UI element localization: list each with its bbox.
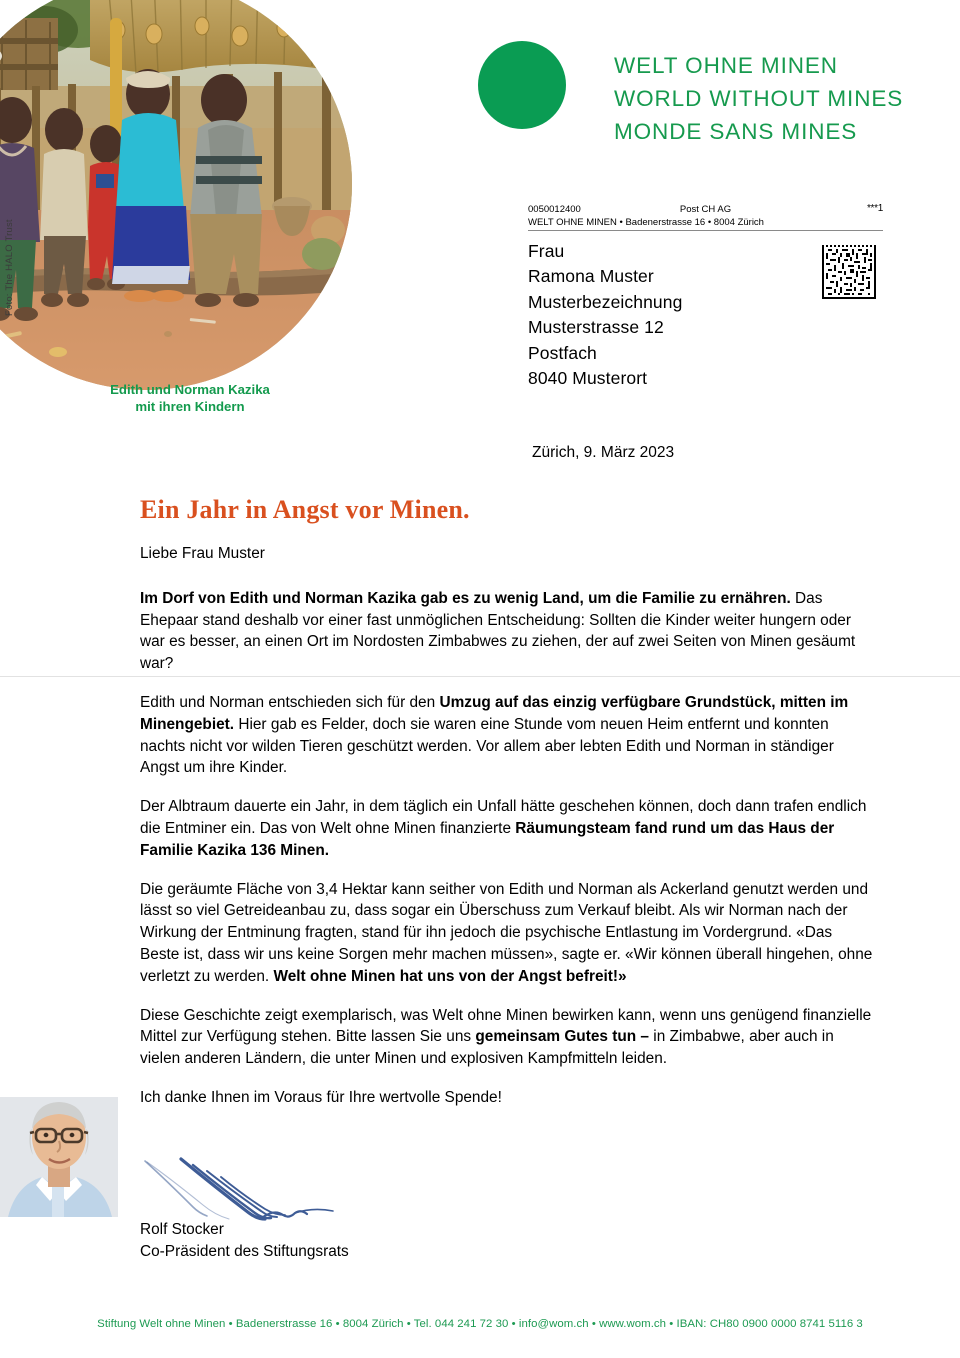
recipient-line: Ramona Muster (528, 266, 654, 287)
letter-paragraph-1 (140, 588, 875, 675)
page-footer: Stiftung Welt ohne Minen • Badenerstrasse 16 • 8004 Zürich • Tel. 044 241 72 30 • info@wom.ch • www.wom.ch • IBAN: CH80 0900 0000 8741 5116 3 (97, 1318, 863, 1330)
sender-return-address: WELT OHNE MINEN • Badenerstrasse 16 • 8004 Zürich (528, 217, 883, 231)
paragraph-5-pre: Diese Geschichte zeigt exemplarisch, was Welt ohne Minen bewirken kann, wenn uns genügend finanzielle Mittel zur Verfügung stehen. Bitte lassen Sie uns (140, 1006, 872, 1046)
photo-caption (60, 382, 320, 416)
letter-paragraph-2 (140, 692, 875, 779)
letter-body (140, 543, 875, 1126)
paragraph-4-bold: Welt ohne Minen hat uns von der Angst befreit!» (273, 967, 627, 985)
recipient-line: Musterstrasse 12 (528, 317, 664, 338)
green-circle-logo-icon (478, 41, 566, 129)
photo-caption-line-1: Edith und Norman Kazika (110, 382, 270, 397)
letter-paragraph-3 (140, 796, 875, 861)
paragraph-4-pre: Die geräumte Fläche von 3,4 Hektar kann seither von Edith und Norman als Ackerland genutzt werden und lässt so viel Getreideanbau zu, dass sogar ein Überschuss zum Verkauf bleibt. Als wir Norman nach der Wirkung der Entminung fragten, stand für ihn jedoch die psychische Entlastung im Vordergrund. «Das Beste ist, dass wir uns keine Sorgen mehr machen müssen», sagte er. «Wir können überall hingehen, ohne verletzt zu werden. (140, 880, 873, 985)
hero-photo-circular (0, 0, 352, 390)
post-operator-label: Post CH AG (679, 203, 732, 215)
letter-paragraph-4 (140, 879, 875, 988)
recipient-line: Postfach (528, 342, 597, 363)
logo-line-de: WELT OHNE MINEN (614, 53, 838, 78)
paragraph-2-bold: Umzug auf das einzig verfügbare Grundstück, mitten im Minengebiet. (140, 693, 849, 733)
paragraph-2-post: Hier gab es Felder, doch sie waren eine Stunde vom neuen Heim entfernt und konnten nachts nicht vor wilden Tieren geschützt werden. Vor allem aber lebten Edith und Norman in ständiger Angst um ihre Kinder. (140, 715, 834, 777)
paragraph-1-rest: Das Ehepaar stand deshalb vor einer fast unmöglichen Entscheidung: Sollten die Kinder weiter hungern oder war es besser, an einen Ort im Nordosten Zimbabwes zu ziehen, der auf zwei Seiten von Minen gesäumt war? (140, 589, 856, 673)
paragraph-1-lead: Im Dorf von Edith und Norman Kazika gab es zu wenig Land, um die Familie zu ernähren. (140, 589, 791, 607)
portrait-photo-rolf-stocker (0, 1097, 118, 1217)
handwritten-signature-icon (137, 1155, 352, 1227)
recipient-line: 8040 Musterort (528, 368, 648, 389)
signature-block (140, 1219, 349, 1264)
letter-headline: Ein Jahr in Angst vor Minen. (140, 495, 470, 524)
organization-logo-text (614, 50, 903, 149)
datamatrix-barcode-icon (822, 245, 876, 299)
paragraph-5-bold: gemeinsam Gutes tun – (475, 1028, 649, 1046)
paragraph-3-pre: Der Albtraum dauerte ein Jahr, in dem täglich ein Unfall hätte geschehen können, doch dann trafen endlich die Entminer ein. Das von Welt ohne Minen finanzierte (140, 798, 867, 837)
letter-salutation: Liebe Frau Muster (140, 545, 265, 562)
franking-number: 0050012400 (528, 203, 581, 215)
recipient-line: Frau (528, 240, 565, 261)
logo-line-fr: MONDE SANS MINES (614, 118, 858, 144)
letter-paragraph-5 (140, 1005, 875, 1070)
letter-closing: Ich danke Ihnen im Voraus für Ihre wertvolle Spende! (140, 1088, 502, 1106)
sorting-code: ***1 (866, 203, 883, 214)
paragraph-3-bold: Räumungsteam fand rund um das Haus der Familie Kazika 136 Minen. (140, 819, 835, 859)
recipient-line: Musterbezeichnung (528, 291, 683, 312)
photo-caption-line-2: mit ihren Kindern (135, 398, 245, 414)
signer-role: Co-Präsident des Stiftungsrats (140, 1243, 349, 1261)
photo-credit-label (4, 300, 104, 316)
logo-line-en: WORLD WITHOUT MINES (614, 85, 904, 111)
letter-date: Zürich, 9. März 2023 (532, 444, 675, 461)
postal-header-row (528, 203, 883, 216)
signer-name: Rolf Stocker (140, 1221, 224, 1238)
paragraph-5-post: in Zimbabwe, aber auch in vielen anderen Ländern, die unter Minen und explosiven Kampfmitteln leiden. (140, 1028, 834, 1068)
paragraph-2-pre: Edith und Norman entschieden sich für den (140, 693, 440, 711)
